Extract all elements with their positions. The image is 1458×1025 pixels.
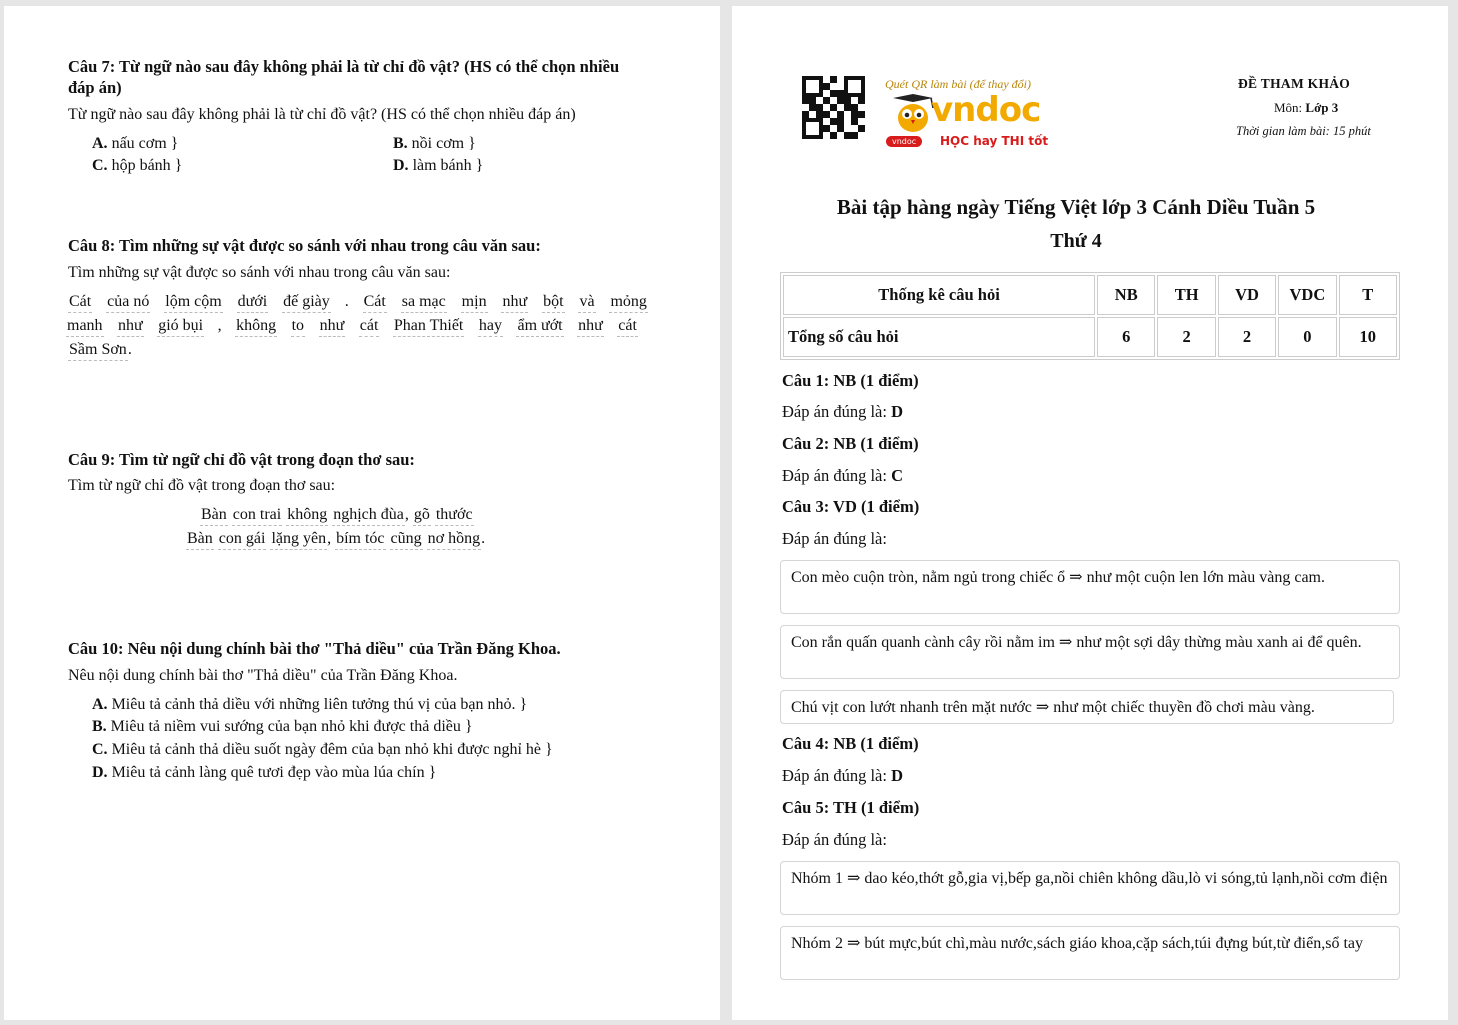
stats-header-cell: VDC [1278,275,1336,315]
q7-title-line1: Câu 7: Từ ngữ nào sau đây không phải là từ chỉ đồ vật? (HS có thể chọn nhiều [68,57,620,76]
word-chip[interactable]: cát [359,316,380,337]
punctuation: , [327,530,332,547]
answer-value: D [891,402,903,421]
vndoc-badge: vndoc [886,136,922,147]
stats-cell: 0 [1278,317,1336,357]
q8-text: Tìm những sự vật được so sánh với nhau trong câu văn sau: [68,264,451,281]
answer-3-box: Con rắn quấn quanh cành cây rồi nằm im ⇒ như một sợi dây thừng màu xanh ai để quên. [780,625,1400,679]
stats-header-cell: VD [1218,275,1276,315]
stats-header-row [783,275,1397,315]
word-chip[interactable]: nơ hồng [427,529,481,550]
word-chip[interactable]: lộm cộm [164,292,222,313]
exam-title: ĐỀ THAM KHẢO [1238,76,1351,91]
stats-header-cell: TH [1157,275,1215,315]
vndoc-slogan: HỌC hay THI tốt [940,134,1049,148]
option-key: D. [393,157,409,174]
word-chip[interactable]: như [117,316,144,337]
stats-data-row [783,317,1397,357]
q7-text: Từ ngữ nào sau đây không phải là từ chỉ đồ vật? (HS có thể chọn nhiều đáp án) [68,106,576,123]
answer-value: D [891,766,903,785]
word-chip[interactable]: to [291,316,305,337]
q9-poem-line2 [186,529,485,550]
option-text: Miêu tả niềm vui sướng của bạn nhỏ khi được thả diều } [110,718,473,735]
option-text: Miêu tả cảnh thả diều suốt ngày đêm của bạn nhỏ khi được nghỉ hè } [111,741,553,758]
word-chip[interactable]: và [578,292,595,313]
answer-3-box: Con mèo cuộn tròn, nằm ngủ trong chiếc ổ ⇒ như một cuộn len lớn màu vàng cam. [780,560,1400,614]
stats-header-cell: Thống kê câu hỏi [783,275,1095,315]
option-key: B. [92,718,107,735]
word-chip[interactable]: của nó [106,292,150,313]
stats-cell: 10 [1339,317,1397,357]
option-key: A. [92,696,108,713]
word-chip[interactable]: nghịch đùa [332,505,405,526]
subject-label: Môn: [1274,100,1303,115]
stats-header-cell: T [1339,275,1397,315]
answer-3-label: Đáp án đúng là: [782,529,887,548]
subject-line [1274,100,1338,116]
option-key: B. [393,135,408,152]
option-text: Miêu tả cảnh làng quê tươi đẹp vào mùa lúa chín } [111,764,437,781]
answer-1-title: Câu 1: NB (1 điểm) [782,371,919,390]
vndoc-wordmark: vndoc [931,90,1041,130]
stats-cell: 2 [1218,317,1276,357]
q7-option-b[interactable] [393,133,476,155]
punctuation: . [127,341,132,358]
word-chip[interactable]: thước [435,505,474,526]
word-chip[interactable]: con trai [232,505,282,526]
option-text: nồi cơm } [411,135,476,152]
word-chip[interactable]: gió bụi [157,316,204,337]
word-chip[interactable]: bím tóc [335,529,385,550]
answer-2-line [782,466,903,486]
q7-option-a[interactable] [92,133,178,155]
word-chip[interactable]: Sầm Sơn [68,340,128,361]
q9-title: Câu 9: Tìm từ ngữ chỉ đồ vật trong đoạn thơ sau: [68,450,415,469]
word-chip[interactable]: cát [617,316,638,337]
punctuation: . [481,530,486,547]
word-chip[interactable]: cũng [390,529,423,550]
punctuation: . [344,293,349,310]
left-page [4,6,720,1020]
punctuation: , [404,506,409,523]
exam-time: Thời gian làm bài: 15 phút [1236,124,1371,138]
page-subtitle: Thứ 4 [1050,230,1102,252]
option-text: Miêu tả cảnh thả diều với những liên tưởng thú vị của bạn nhỏ. } [111,696,528,713]
word-chip[interactable]: hay [478,316,503,337]
word-chip[interactable]: lặng yên [270,529,327,550]
word-chip[interactable]: mỏng [609,292,647,313]
word-chip[interactable]: không [286,505,328,526]
q7-option-d[interactable] [393,155,483,177]
answer-4-line [782,766,903,786]
option-text: làm bánh } [412,157,484,174]
word-chip[interactable]: đế giày [282,292,331,313]
q7-title [68,56,619,98]
stats-cell: 2 [1157,317,1215,357]
option-key: C. [92,741,108,758]
q8-title: Câu 8: Tìm những sự vật được so sánh với nhau trong câu văn sau: [68,236,541,255]
qr-code-icon[interactable] [802,76,865,139]
option-text: nấu cơm } [111,135,179,152]
word-chip[interactable]: dưới [237,292,269,313]
stats-cell: 6 [1097,317,1155,357]
qr-caption: Quét QR làm bài (để thay đổi) [885,77,1031,91]
answer-5-box: Nhóm 1 ⇒ dao kéo,thớt gỗ,gia vị,bếp ga,nồi chiên không dầu,lò vi sóng,tủ lạnh,nồi cơm điện [780,861,1400,915]
word-chip[interactable]: Phan Thiết [393,316,464,337]
answer-2-title: Câu 2: NB (1 điểm) [782,434,919,453]
answer-label: Đáp án đúng là: [782,766,887,785]
word-chip[interactable]: manh [66,316,104,337]
q9-text: Tìm từ ngữ chỉ đồ vật trong đoạn thơ sau: [68,477,336,494]
option-text: hộp bánh } [111,157,183,174]
answer-4-title: Câu 4: NB (1 điểm) [782,734,919,753]
subject-value: Lớp 3 [1305,100,1339,115]
word-chip[interactable]: như [319,316,346,337]
q10-option-a[interactable] [92,694,527,716]
word-chip[interactable]: mịn [461,292,488,313]
page-title: Bài tập hàng ngày Tiếng Việt lớp 3 Cánh Diều Tuần 5 [836,195,1316,219]
stats-header-cell: NB [1097,275,1155,315]
q9-poem-line1 [200,505,474,526]
word-chip[interactable]: ẩm ướt [516,316,563,337]
q10-option-b[interactable] [92,716,473,738]
word-chip[interactable]: con gái [218,529,267,550]
option-key: D. [92,764,108,781]
word-chip[interactable]: gõ [413,505,431,526]
word-chip[interactable]: Bàn [186,529,214,550]
answer-label: Đáp án đúng là: [782,466,887,485]
right-page [732,6,1448,1020]
answer-3-box: Chú vịt con lướt nhanh trên mặt nước ⇒ như một chiếc thuyền đồ chơi màu vàng. [780,690,1394,724]
q7-option-c[interactable] [92,155,182,177]
word-chip[interactable]: như [577,316,604,337]
word-chip[interactable]: bột [542,292,564,313]
q10-option-c[interactable] [92,739,553,761]
q7-title-line2: đáp án) [68,78,122,97]
q10-text: Nêu nội dung chính bài thơ "Thả diều" của Trần Đăng Khoa. [68,667,458,684]
word-chip[interactable]: Cát [68,292,92,313]
answer-5-label: Đáp án đúng là: [782,830,887,849]
option-key: A. [92,135,108,152]
q10-title: Câu 10: Nêu nội dung chính bài thơ "Thả diều" của Trần Đăng Khoa. [68,639,561,658]
word-chip[interactable]: Bàn [200,505,228,526]
q8-passage-line1 [68,292,648,313]
answer-5-box: Nhóm 2 ⇒ bút mực,bút chì,màu nước,sách giáo khoa,cặp sách,túi đựng bút,từ điển,sổ tay [780,926,1400,980]
stats-table [780,272,1400,360]
q10-option-d[interactable] [92,762,436,784]
q8-passage-line2 [66,316,638,337]
vndoc-logo [885,90,1055,154]
answer-value: C [891,466,903,485]
answer-label: Đáp án đúng là: [782,402,887,421]
word-chip[interactable]: sa mạc [401,292,447,313]
punctuation: , [217,317,222,334]
answer-1-line [782,402,903,422]
answer-5-title: Câu 5: TH (1 điểm) [782,798,920,817]
word-chip[interactable]: Cát [363,292,387,313]
answer-3-title: Câu 3: VD (1 điểm) [782,497,920,516]
word-chip[interactable]: như [501,292,528,313]
word-chip[interactable]: không [235,316,277,337]
stats-cell: Tổng số câu hỏi [783,317,1095,357]
q8-passage-line3 [68,340,132,361]
option-key: C. [92,157,108,174]
